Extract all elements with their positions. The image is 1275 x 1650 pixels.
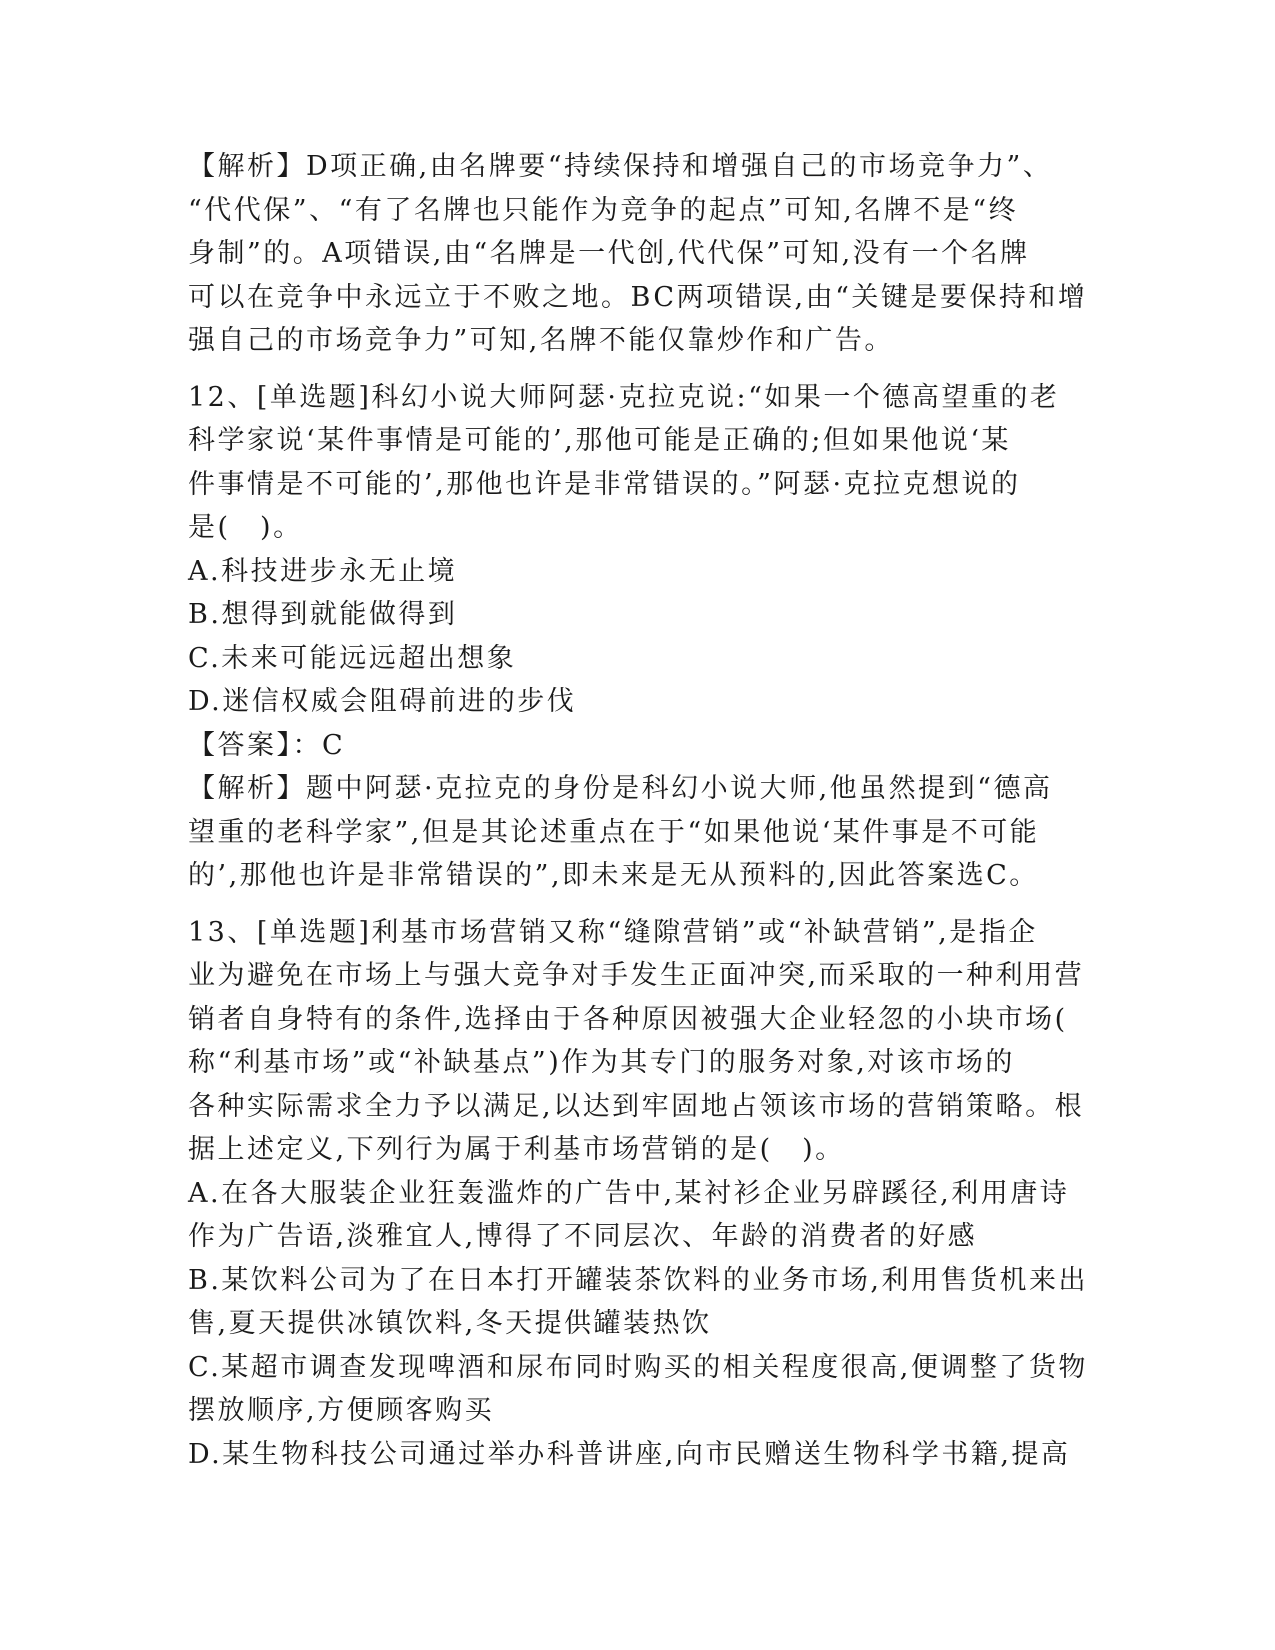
text-line: 【解析】D项正确,由名牌要“持续保持和增强自己的市场竞争力”、 — [188, 151, 1053, 182]
option-a-cont: 作为广告语,淡雅宜人,博得了不同层次、年龄的消费者的好感 — [188, 1221, 978, 1252]
option-b: B.某饮料公司为了在日本打开罐装茶饮料的业务市场,利用售货机来出 — [188, 1264, 1089, 1296]
option-c: C.未来可能远远超出想象 — [188, 642, 517, 674]
question-13 — [188, 911, 1088, 1477]
option-c: C.某超市调查发现啤酒和尿布同时购买的相关程度很高,便调整了货物 — [188, 1351, 1088, 1383]
question-stem-line: 各种实际需求全力予以满足,以达到牢固地占领该市场的营销策略。根 — [188, 1090, 1085, 1122]
question-stem-line: 科学家说‘某件事情是可能的’,那他可能是正确的;但如果他说‘某 — [188, 425, 1011, 456]
text-line: 强自己的市场竞争力”可知,名牌不能仅靠炒作和广告。 — [188, 325, 894, 356]
text-line: 身制”的。A项错误,由“名牌是一代创,代代保”可知,没有一个名牌 — [188, 238, 1030, 269]
question-stem-line: 件事情是不可能的’,那他也许是非常错误的。”阿瑟·克拉克想说的 — [188, 468, 1021, 500]
option-a: A.在各大服装企业狂轰滥炸的广告中,某衬衫企业另辟蹊径,利用唐诗 — [188, 1177, 1070, 1209]
analysis-block-q11 — [188, 145, 1088, 363]
text-line: 可以在竞争中永远立于不败之地。BC两项错误,由“关键是要保持和增 — [188, 281, 1088, 313]
option-d: D.某生物科技公司通过举办科普讲座,向市民赠送生物科学书籍,提高 — [188, 1438, 1071, 1470]
option-a: A.科技进步永无止境 — [188, 555, 458, 587]
analysis-line: 【解析】题中阿瑟·克拉克的身份是科幻小说大师,他虽然提到“德高 — [188, 773, 1053, 804]
option-b-cont: 售,夏天提供冰镇饮料,冬天提供罐装热饮 — [188, 1308, 712, 1339]
option-c-cont: 摆放顺序,方便顾客购买 — [188, 1395, 495, 1426]
question-stem-line: 是( )。 — [188, 512, 303, 543]
option-d: D.迷信权威会阻碍前进的步伐 — [188, 686, 577, 717]
analysis-line: 的’,那他也许是非常错误的”,即未来是无从预料的,因此答案选C。 — [188, 860, 1039, 891]
text-line: “代代保”、“有了名牌也只能作为竞争的起点”可知,名牌不是“终 — [188, 194, 1019, 226]
answer-line: 【答案】：C — [188, 729, 346, 761]
question-stem-line: 销者自身特有的条件,选择由于各种原因被强大企业轻忽的小块市场( — [188, 1003, 1068, 1035]
question-12 — [188, 376, 1088, 898]
question-stem-line: 13、[单选题]利基市场营销又称“缝隙营销”或“补缺营销”,是指企 — [188, 916, 1038, 948]
question-stem-line: 12、[单选题]科幻小说大师阿瑟·克拉克说:“如果一个德高望重的老 — [188, 381, 1060, 413]
question-stem-line: 称“利基市场”或“补缺基点”)作为其专门的服务对象,对该市场的 — [188, 1047, 1015, 1078]
analysis-line: 望重的老科学家”,但是其论述重点在于“如果他说‘某件事是不可能 — [188, 816, 1040, 848]
document-page — [188, 145, 1088, 1476]
question-stem-line: 业为避免在市场上与强大竞争对手发生正面冲突,而采取的一种利用营 — [188, 960, 1085, 991]
option-b: B.想得到就能做得到 — [188, 599, 458, 630]
question-stem-line: 据上述定义,下列行为属于利基市场营销的是( )。 — [188, 1134, 845, 1165]
